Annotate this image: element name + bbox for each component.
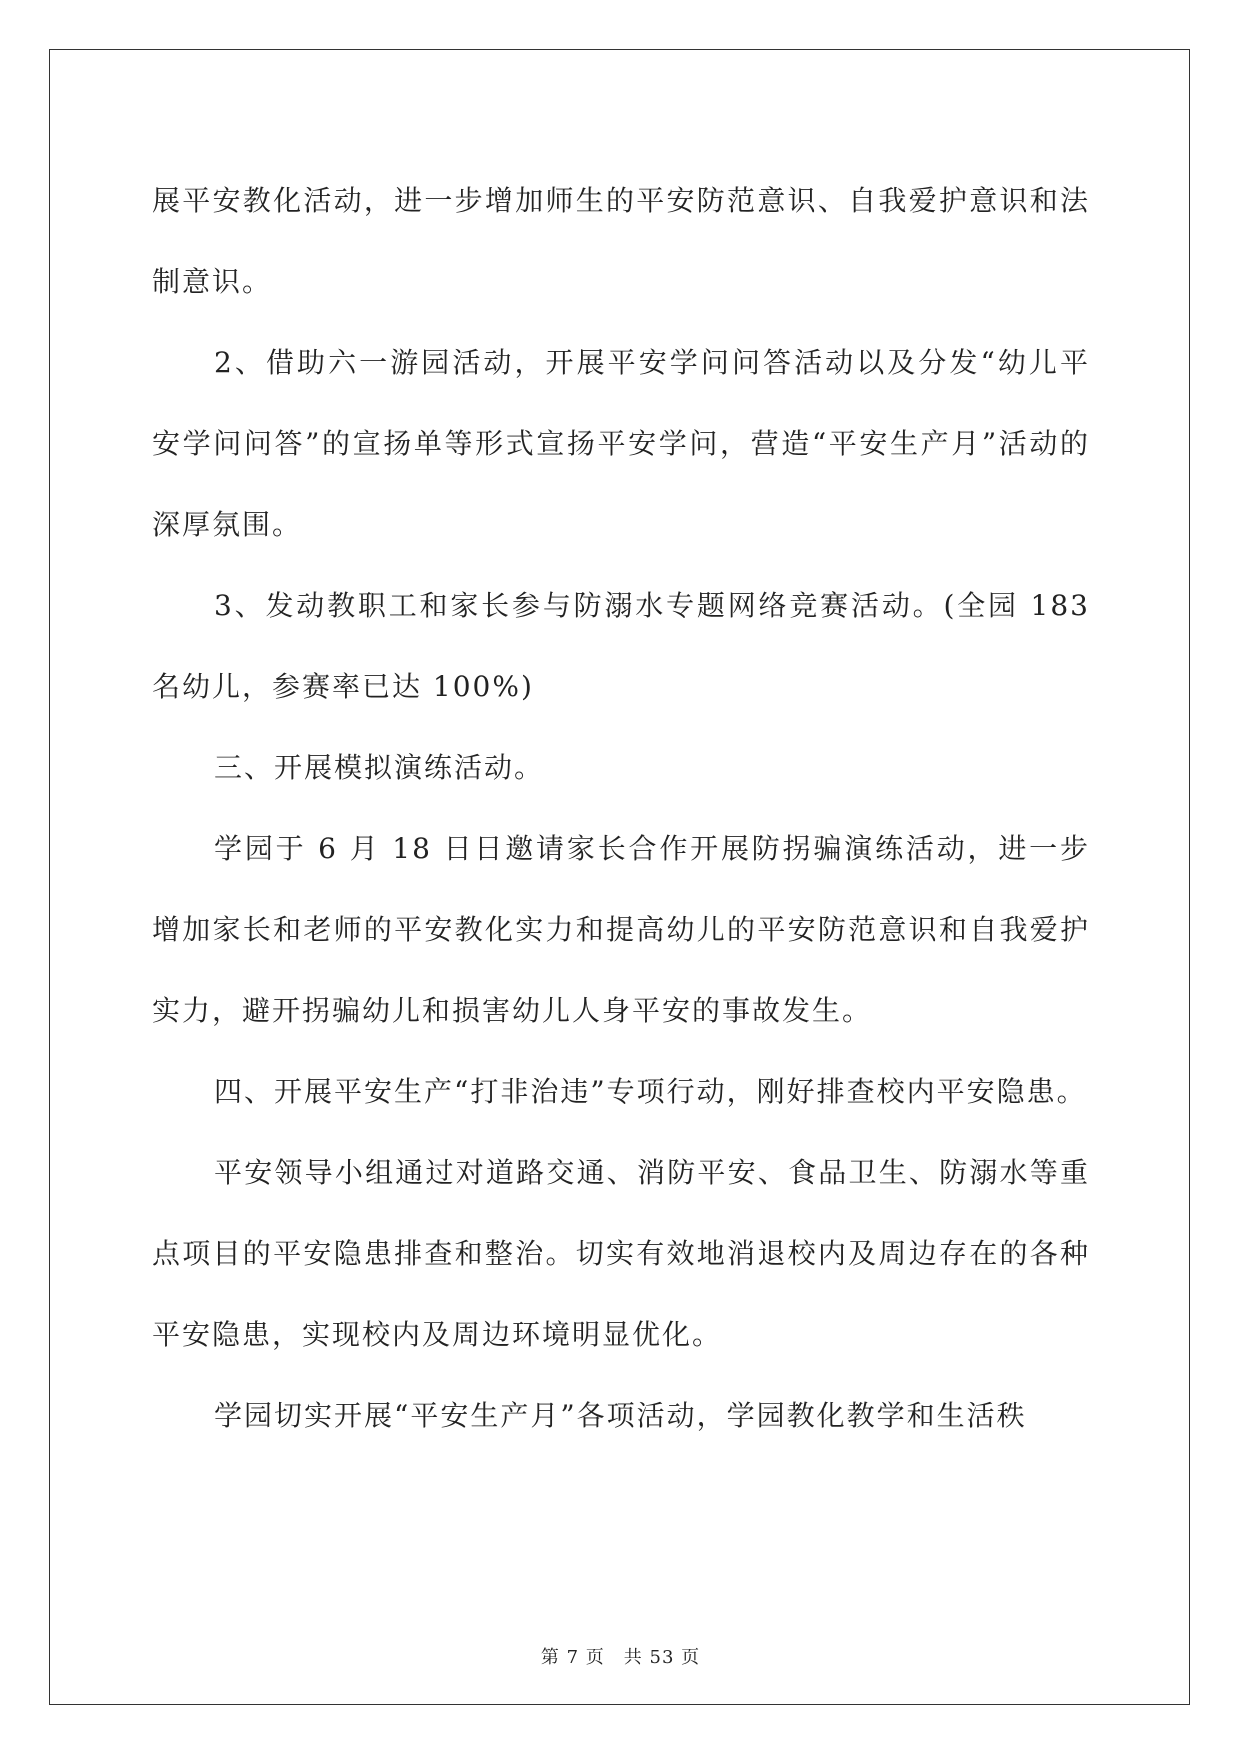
paragraph-8: 学园切实开展“平安生产月”各项活动，学园教化教学和生活秩	[214, 1399, 1027, 1432]
paragraph-2: 2、借助六一游园活动，开展平安学问问答活动以及分发“幼儿平安学问问答”的宣扬单等形式宣扬平安学问，营造“平安生产月”活动的深厚氛围。	[152, 346, 1090, 541]
document-body	[152, 160, 1090, 1456]
section-heading-3: 三、开展模拟演练活动。	[214, 751, 545, 784]
section-heading-4: 四、开展平安生产“打非治违”专项行动，刚好排查校内平安隐患。	[214, 1075, 1087, 1108]
paragraph-3: 3、发动教职工和家长参与防溺水专题网络竞赛活动。(全园 183 名幼儿，参赛率已达 100%)	[152, 589, 1090, 703]
paragraph-1: 展平安教化活动，进一步增加师生的平安防范意识、自我爱护意识和法制意识。	[152, 184, 1090, 298]
paragraph-5: 学园于 6 月 18 日日邀请家长合作开展防拐骗演练活动，进一步增加家长和老师的平安教化实力和提高幼儿的平安防范意识和自我爱护实力，避开拐骗幼儿和损害幼儿人身平安的事故发生。	[152, 832, 1090, 1027]
page-number-footer: 第 7 页 共 53 页	[540, 1647, 701, 1668]
paragraph-7: 平安领导小组通过对道路交通、消防平安、食品卫生、防溺水等重点项目的平安隐患排查和整治。切实有效地消退校内及周边存在的各种平安隐患，实现校内及周边环境明显优化。	[152, 1156, 1090, 1351]
